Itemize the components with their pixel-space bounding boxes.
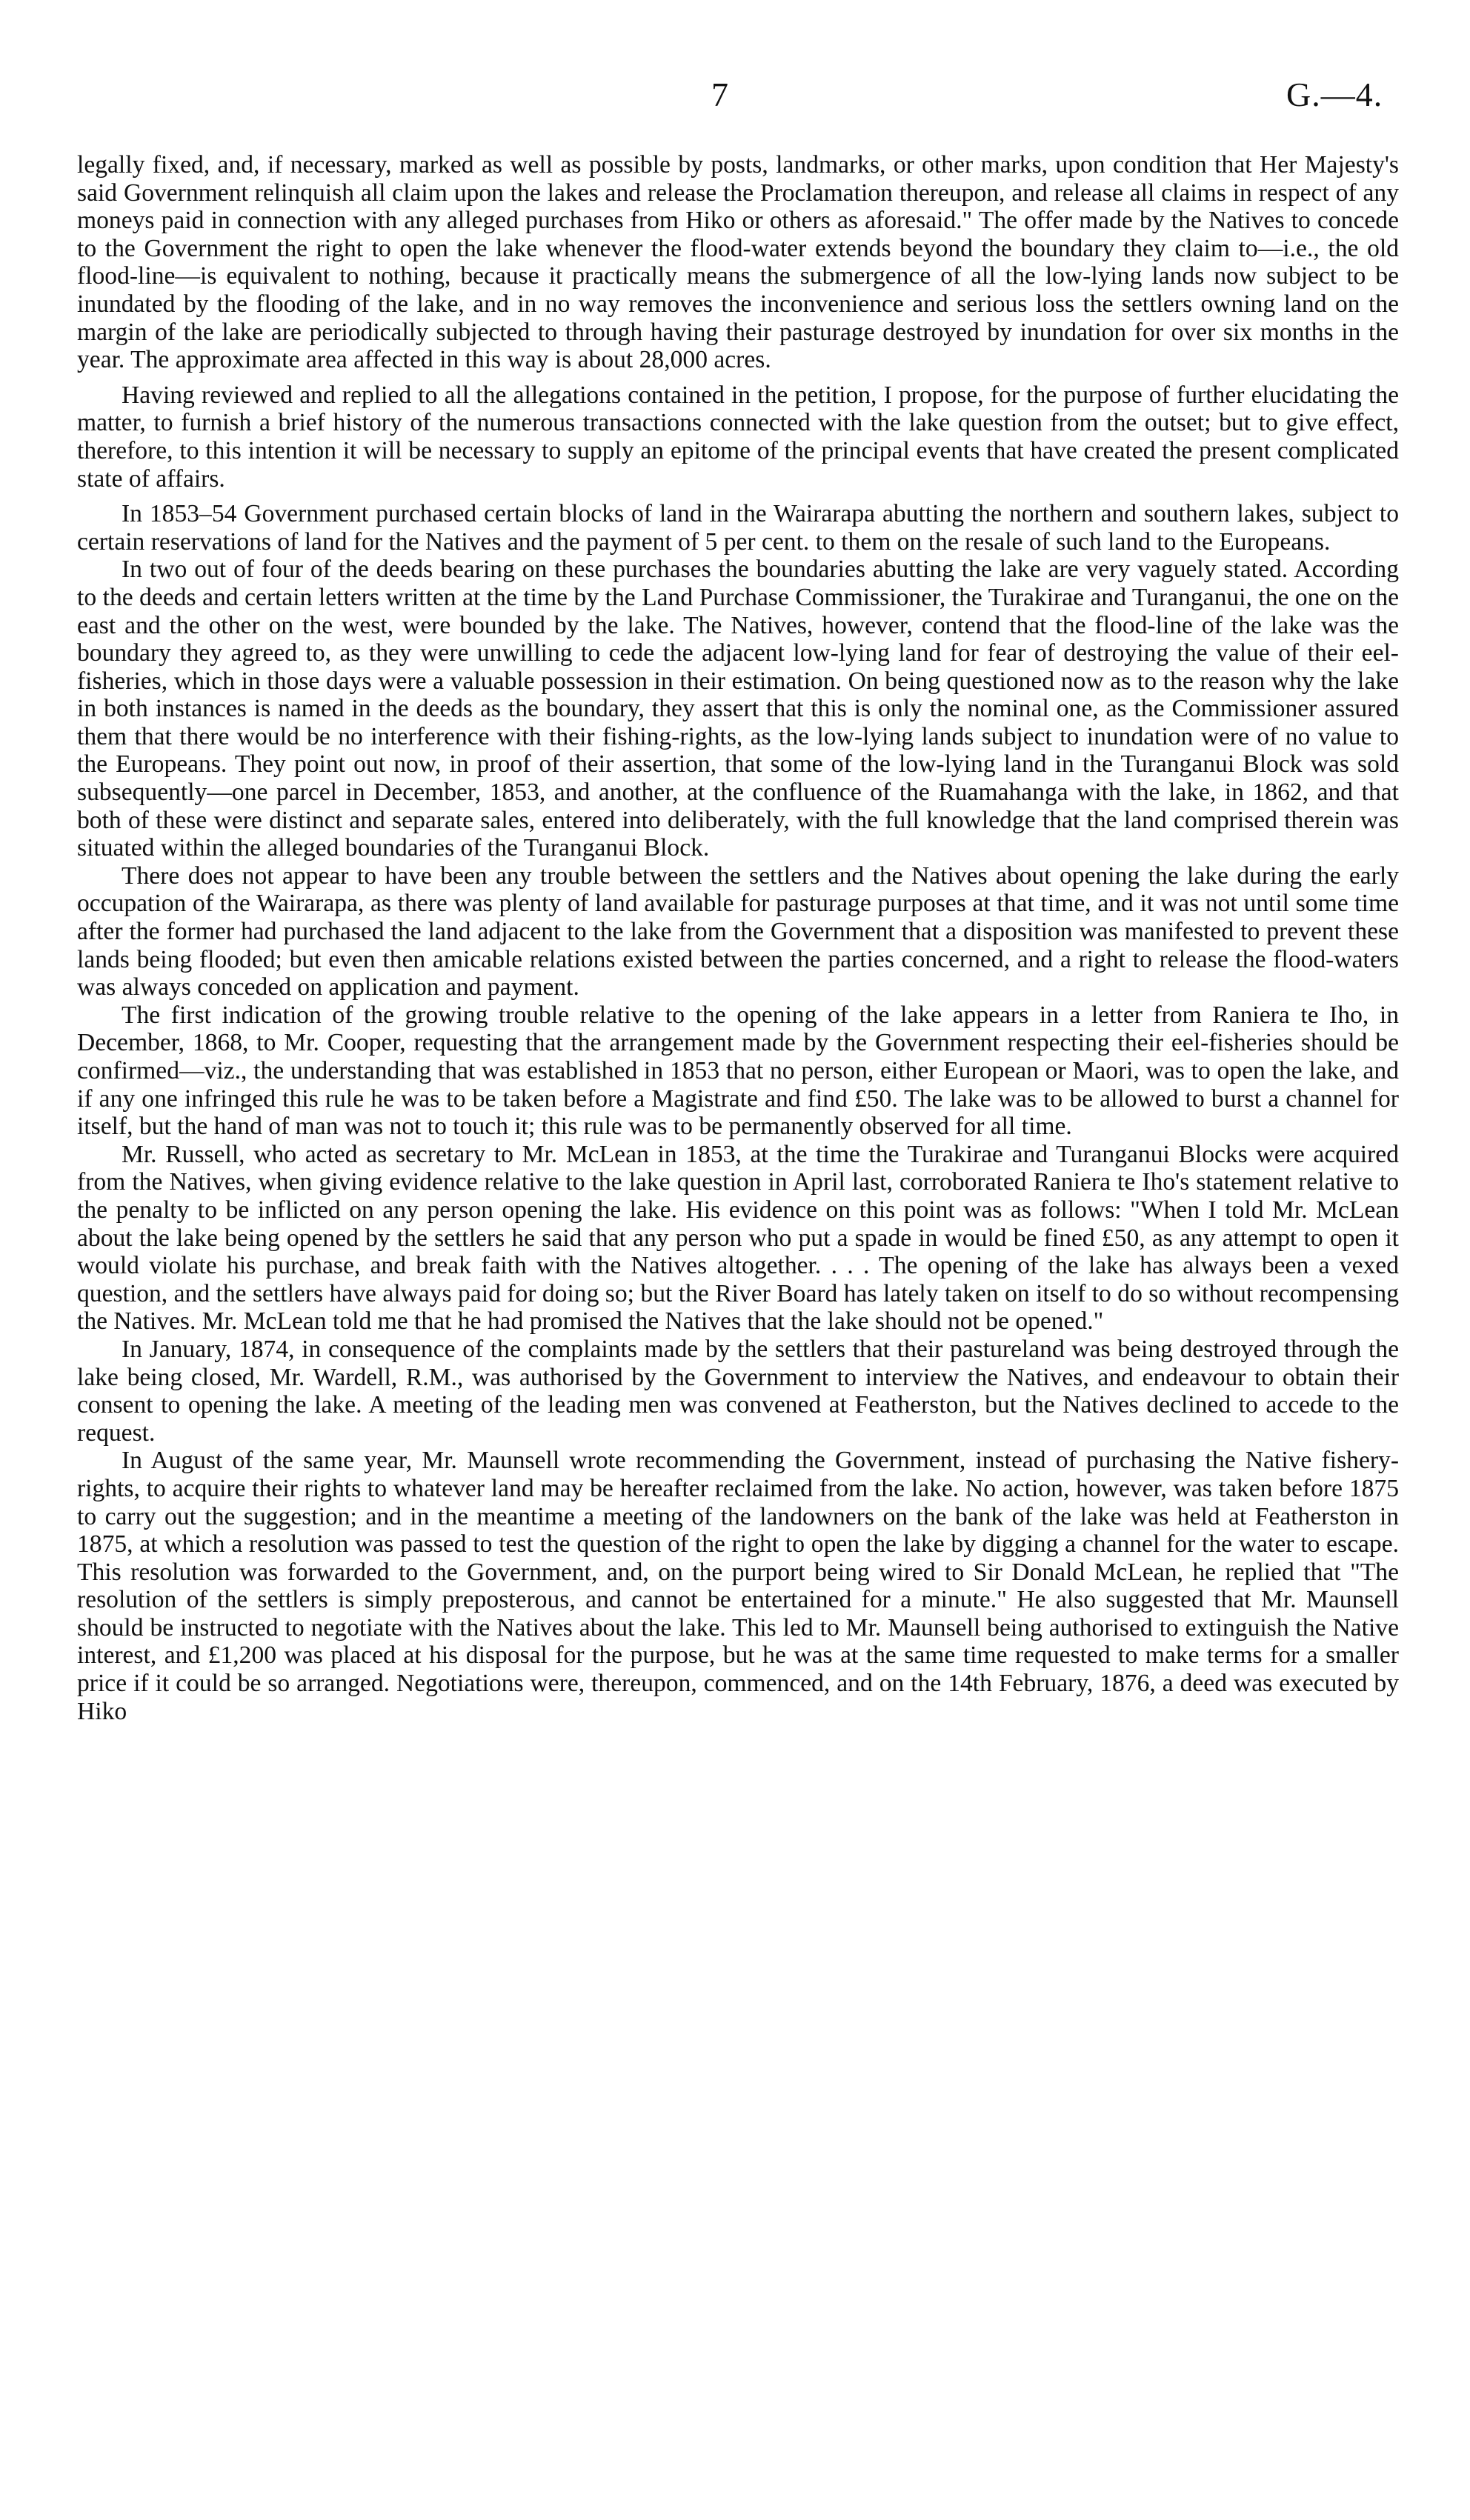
paragraph-continuation: legally fixed, and, if necessary, marked as well as possible by posts, landmarks, or other marks, upon condition that Her Majesty's said Government relinquish all claim upon the lakes and release the Proclamation thereupon, and release all claims in respect of any moneys paid in connection with any alleged purchases from Hiko or others as aforesaid." The offer made by the Natives to concede to the Government the right to open the lake whenever the flood-water extends beyond the boundary they claim to—i.e., the old flood-line—is equivalent to nothing, because it practically means the submergence of all the low-lying lands now subject to be inundated by the flooding of the lake, and in no way removes the inconvenience and serious loss the settlers owning land on the margin of the lake are periodically subjected to through having their pasturage destroyed by inundation for over six months in the year. The approximate area affected in this way is about 28,000 acres. (77, 151, 1399, 374)
paragraph-history-intro: Having reviewed and replied to all the allegations contained in the petition, I propose, for the purpose of further elucidating the matter, to furnish a brief history of the numerous transactions connected with the lake question from the outset; but to give effect, therefore, to this intention it will be necessary to supply an epitome of the principal events that have created the present complicated state of affairs. (77, 381, 1399, 493)
body-text (77, 151, 1399, 1725)
document-reference: G.—4. (1286, 76, 1383, 113)
paragraph-raniera-letter: The first indication of the growing trouble relative to the opening of the lake appears in a letter from Raniera te Iho, in December, 1868, to Mr. Cooper, requesting that the arrangement made by the Government respecting their eel-fisheries should be confirmed—viz., the understanding that was established in 1853 that no person, either European or Maori, was to open the lake, and if any one infringed this rule he was to be taken before a Magistrate and find £50. The lake was to be allowed to burst a channel for itself, but the hand of man was not to touch it; this rule was to be permanently observed for all time. (77, 1001, 1399, 1141)
paragraph-maunsell: In August of the same year, Mr. Maunsell wrote recommending the Government, instead of purchasing the Native fishery-rights, to acquire their rights to whatever land may be hereafter reclaimed from the lake. No action, however, was taken before 1875 to carry out the suggestion; and in the meantime a meeting of the landowners on the bank of the lake was held at Featherston in 1875, at which a resolution was passed to test the question of the right to open the lake by digging a channel for the water to escape. This resolution was forwarded to the Government, and, on the purport being wired to Sir Donald McLean, he replied that "The resolution of the settlers is simply preposterous, and cannot be entertained for a minute." He also suggested that Mr. Maunsell should be instructed to negotiate with the Natives about the lake. This led to Mr. Maunsell being authorised to extinguish the Native interest, and £1,200 was placed at his disposal for the purpose, but he was at the same time requested to make terms for a smaller price if it could be so arranged. Negotiations were, thereupon, commenced, and on the 14th February, 1876, a deed was executed by Hiko (77, 1447, 1399, 1725)
paragraph-january-1874: In January, 1874, in consequence of the complaints made by the settlers that their pastureland was being destroyed through the lake being closed, Mr. Wardell, R.M., was authorised by the Government to interview the Natives, and endeavour to obtain their consent to opening the lake. A meeting of the leading men was convened at Featherston, but the Natives declined to accede to the request. (77, 1335, 1399, 1447)
page-number: 7 (711, 76, 728, 113)
page-header (0, 74, 1470, 126)
paragraph-early-occupation: There does not appear to have been any trouble between the settlers and the Natives about opening the lake during the early occupation of the Wairarapa, as there was plenty of land available for pasturage purposes at that time, and it was not until some time after the former had purchased the land adjacent to the lake from the Government that a disposition was manifested to prevent these lands being flooded; but even then amicable relations existed between the parties concerned, and a right to release the flood-waters was always conceded on application and payment. (77, 861, 1399, 1001)
paragraph-1853-purchase: In 1853–54 Government purchased certain blocks of land in the Wairarapa abutting the northern and southern lakes, subject to certain reservations of land for the Natives and the payment of 5 per cent. to them on the resale of such land to the Europeans. (77, 500, 1399, 556)
paragraph-russell-evidence: Mr. Russell, who acted as secretary to Mr. McLean in 1853, at the time the Turakirae and Turanganui Blocks were acquired from the Natives, when giving evidence relative to the lake question in April last, corroborated Raniera te Iho's statement relative to the penalty to be inflicted on any person opening the lake. His evidence on this point was as follows: "When I told Mr. McLean about the lake being opened by the settlers he said that any person who put a spade in would be fined £50, as any attempt to open it would violate his purchase, and break faith with the Natives altogether. . . . The opening of the lake has always been a vexed question, and the settlers have always paid for doing so; but the River Board has lately taken on itself to do so without recompensing the Natives. Mr. McLean told me that he had promised the Natives that the lake should not be opened." (77, 1140, 1399, 1336)
paragraph-deeds-boundaries: In two out of four of the deeds bearing on these purchases the boundaries abutting the lake are very vaguely stated. According to the deeds and certain letters written at the time by the Land Purchase Commissioner, the Turakirae and Turanganui, the one on the east and the other on the west, were bounded by the lake. The Natives, however, contend that the flood-line of the lake was the boundary they agreed to, as they were unwilling to cede the adjacent low-lying land for fear of destroying the value of their eel-fisheries, which in those days were a valuable possession in their estimation. On being questioned now as to the reason why the lake in both instances is named in the deeds as the boundary, they assert that this is only the nominal one, as the Commissioner assured them that there would be no interference with their fishing-rights, as the low-lying lands subject to inundation were of no value to the Europeans. They point out now, in proof of their assertion, that some of the low-lying land in the Turanganui Block was sold subsequently—one parcel in December, 1853, and another, at the confluence of the Ruamahanga with the lake, in 1862, and that both of these were distinct and separate sales, entered into deliberately, with the full knowledge that the land comprised therein was situated within the alleged boundaries of the Turanganui Block. (77, 556, 1399, 862)
